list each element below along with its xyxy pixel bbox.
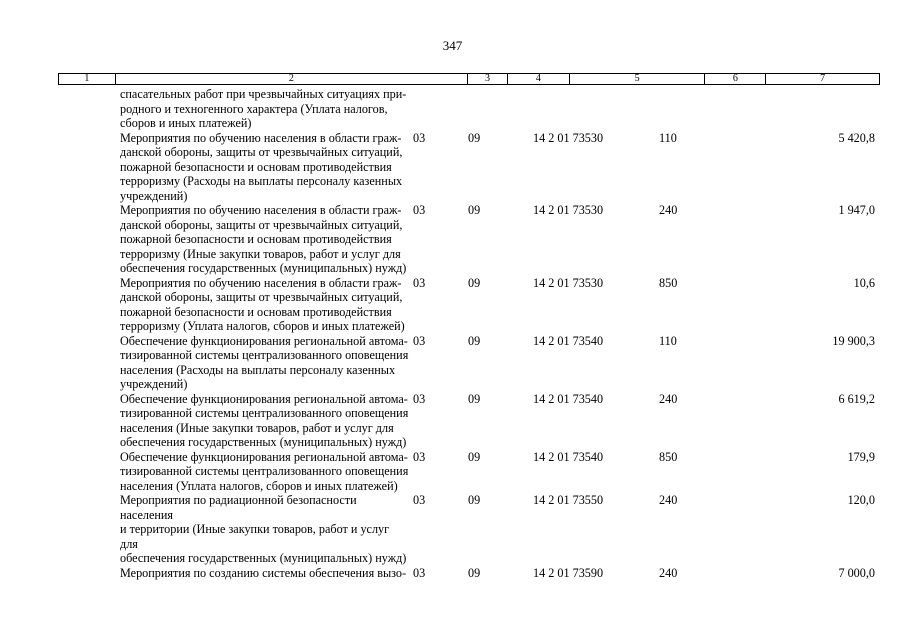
row-name-line: данской обороны, защиты от чрезвычайных ситуаций, [120,217,403,232]
row-name [58,276,410,334]
row-name-line: тизированной системы централизованного оповещения [120,348,409,362]
header-col-7: 7 [820,73,826,84]
row-target-article: 14 2 01 73530 [533,275,604,290]
row-section: 03 [413,565,426,580]
row-target-article: 14 2 01 73550 [533,493,604,507]
row-name-line: терроризму (Иные закупки товаров, работ и услуг для [120,246,401,261]
table-body [58,87,880,580]
row-name-line: населения (Уплата налогов, сборов и иных платежей) [120,478,398,493]
header-col-2: 2 [116,74,468,84]
row-name-line: обеспечения государственных (муниципальных) нужд) [120,551,407,565]
row-name-line: Обеспечение функционирования региональной автома- [120,449,408,464]
row-amount: 120,0 [847,493,875,507]
row-expense-type: 240 [659,493,678,507]
row-subsection: 09 [468,565,481,580]
row-subsection: 09 [468,275,481,290]
row-name-line: родного и техногенного характера (Уплата налогов, [120,101,388,116]
row-subsection: 09 [468,203,481,217]
table-row [58,87,880,131]
row-name-line: данской обороны, защиты от чрезвычайных ситуаций, [120,290,403,304]
table-row [58,450,880,494]
row-name-line: Мероприятия по радиационной безопасности населения [120,493,357,522]
row-name-line: населения (Расходы на выплаты персоналу казенных [120,362,396,377]
table-row [58,334,880,392]
row-amount: 5 420,8 [838,130,875,145]
row-section: 03 [413,333,426,348]
row-name-line: учреждений) [120,377,188,391]
row-name-line: тизированной системы централизованного оповещения [120,464,409,478]
row-name-line: Мероприятия по обучению населения в области граж- [120,130,402,145]
row-subsection: 09 [468,391,481,406]
row-name [58,203,410,276]
row-name [58,450,410,494]
row-name-line: Мероприятия по обучению населения в области граж- [120,275,402,290]
row-name-line: терроризму (Уплата налогов, сборов и иных платежей) [120,319,405,333]
row-name-line: сборов и иных платежей) [120,116,252,130]
row-target-article: 14 2 01 73540 [533,449,604,464]
row-subsection: 09 [468,493,481,507]
row-name [58,334,410,392]
row-amount: 179,9 [847,449,875,464]
row-name-line: пожарной безопасности и основам противодействия [120,232,392,246]
row-name-line: Обеспечение функционирования региональной автома- [120,333,408,348]
row-target-article: 14 2 01 73540 [533,391,604,406]
row-amount: 6 619,2 [838,391,875,406]
row-subsection: 09 [468,130,481,145]
header-col-1: 1 [59,74,116,84]
row-target-article [525,87,643,131]
row-expense-type [643,87,713,131]
table-row [58,392,880,450]
row-section: 03 [413,449,426,464]
row-target-article: 14 2 01 73530 [533,130,604,145]
row-expense-type: 240 [659,203,678,217]
row-name [58,566,410,581]
row-section [410,87,467,131]
row-section: 03 [413,203,426,217]
row-section: 03 [413,493,426,507]
page-number: 347 [442,38,463,53]
row-section: 03 [413,275,426,290]
row-expense-type: 240 [659,565,678,580]
row-amount: 19 900,3 [832,333,875,348]
row-name-line: тизированной системы централизованного оповещения [120,406,409,420]
row-name-line: обеспечения государственных (муниципальных) нужд) [120,435,407,449]
row-amount [713,87,880,131]
row-section: 03 [413,391,426,406]
row-subsection [467,87,525,131]
row-name-line: пожарной безопасности и основам противодействия [120,159,392,174]
row-name-line: спасательных работ при чрезвычайных ситуациях при- [120,87,407,101]
row-name-line: данской обороны, защиты от чрезвычайных ситуаций, [120,145,403,159]
row-expense-type: 850 [659,275,678,290]
row-section: 03 [413,130,426,145]
header-col-6: 6 [705,74,766,84]
row-expense-type: 850 [659,449,678,464]
row-amount: 10,6 [853,275,875,290]
table-row [58,276,880,334]
row-expense-type: 110 [659,333,677,348]
row-name-line: обеспечения государственных (муниципальных) нужд) [120,261,407,275]
row-name-line: пожарной безопасности и основам противодействия [120,304,392,319]
row-subsection: 09 [468,449,481,464]
row-amount: 7 000,0 [838,565,875,580]
row-target-article: 14 2 01 73530 [533,203,604,217]
row-name-line: Обеспечение функционирования региональной автома- [120,391,408,406]
row-subsection: 09 [468,333,481,348]
table-row [58,493,880,566]
row-target-article: 14 2 01 73540 [533,333,604,348]
row-name-line: населения (Иные закупки товаров, работ и услуг для [120,420,394,435]
row-name-line: учреждений) [120,188,188,203]
header-col-5: 5 [570,74,706,84]
table-row [58,203,880,276]
row-name [58,131,410,204]
row-name [58,493,410,566]
row-name-line: терроризму (Расходы на выплаты персоналу казенных [120,174,403,188]
row-name-line: Мероприятия по созданию системы обеспечения вызо- [120,565,407,580]
table-header [58,73,880,85]
row-expense-type: 110 [659,130,677,145]
row-name [58,87,410,131]
table-row [58,566,880,581]
row-name-line: и территории (Иные закупки товаров, работ и услуг для [120,522,390,551]
row-amount: 1 947,0 [838,203,875,217]
row-name [58,392,410,450]
row-target-article: 14 2 01 73590 [533,565,604,580]
table-row [58,131,880,204]
header-col-4: 4 [508,74,570,84]
header-col-3: 3 [468,74,508,84]
row-name-line: Мероприятия по обучению населения в области граж- [120,203,402,217]
row-expense-type: 240 [659,391,678,406]
